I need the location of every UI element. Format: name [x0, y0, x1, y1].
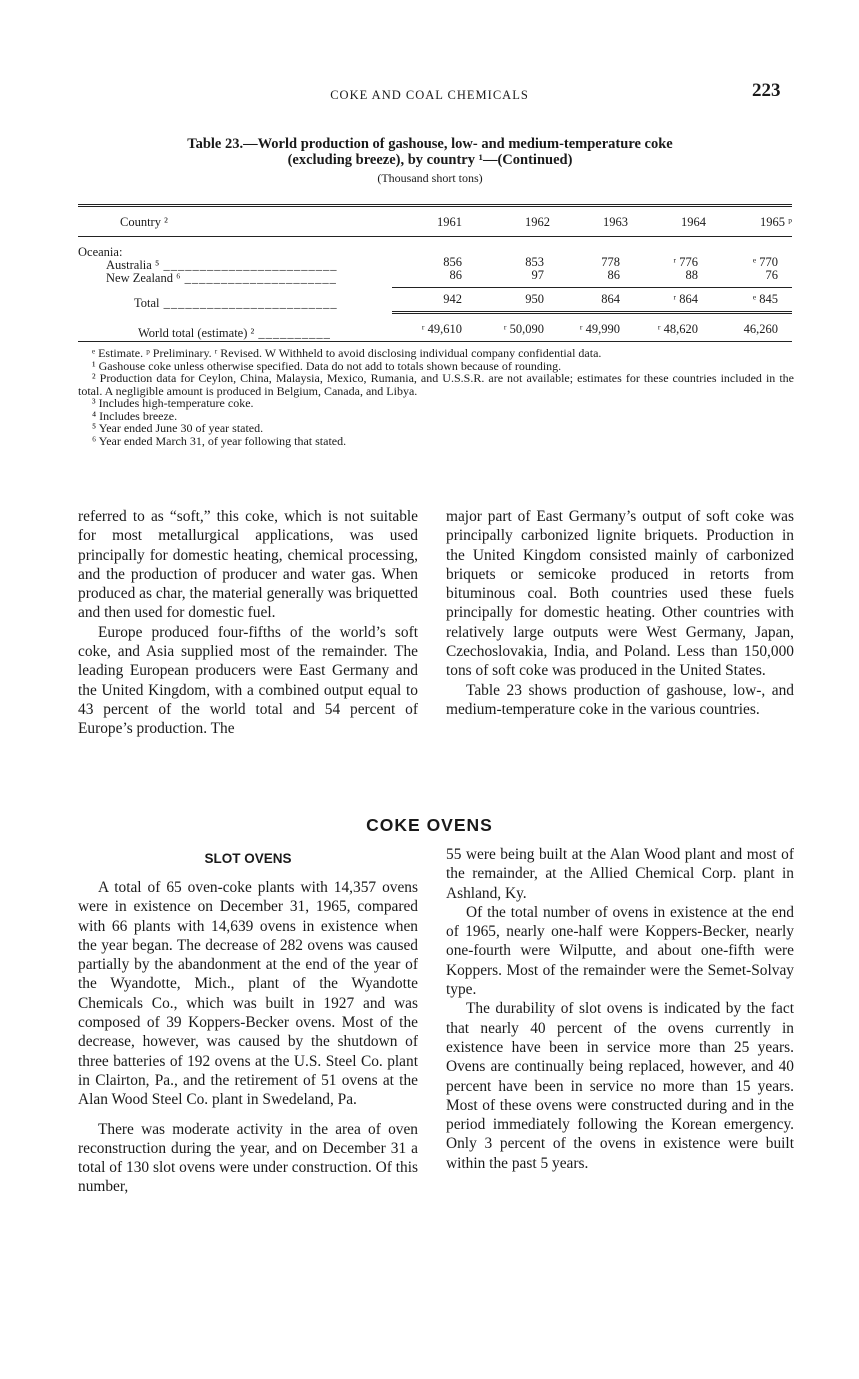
paragraph: Of the total number of ovens in existence at the end of 1965, nearly one-half were Koppers-Becker, nearly one-fourth were Wilputte, and about one-fifth were Koppers. Most of the remainder were the Semet-Solvay type. [446, 903, 794, 999]
table-cell: ʳ 48,620 [657, 322, 698, 336]
footnote-legend: ᵉ Estimate. ᵖ Preliminary. ʳ Revised. W Withheld to avoid disclosing individual company confidential data. [92, 346, 602, 360]
region-label: Oceania: [78, 245, 123, 259]
paragraph: major part of East Germany’s output of soft coke was principally carbonized lignite briquets. Production in the United Kingdom consisted mainly of carbonized briquets or semicoke produced in retorts from bituminous coal. Both countries used these fuels principally for domestic heating. Other countries with relatively large outputs were West Germany, Japan, Czechoslovakia, India, and Poland. Less than 150,000 tons of soft coke was produced in the United States. [446, 508, 794, 680]
section-column-left [78, 878, 418, 1197]
table-cell: 864 [601, 292, 620, 306]
table-row-label: Australia ⁵ ________________________ [106, 258, 338, 272]
subtotal-rule [392, 287, 792, 288]
table-title-line-2: (excluding breeze), by country ¹—(Continued) [287, 152, 573, 168]
table-cell: 86 [449, 268, 462, 282]
table-cell: 88 [685, 268, 698, 282]
paragraph: 55 were being built at the Alan Wood plant and most of the remainder, at the Allied Chemical Corp. plant in Ashland, Ky. [446, 846, 794, 902]
body-column-left [78, 507, 418, 739]
table-cell: 853 [525, 255, 544, 269]
footnote: ³ Includes high-temperature coke. [92, 396, 254, 410]
footnote: ¹ Gashouse coke unless otherwise specified. Data do not add to totals shown because of rounding. [92, 358, 562, 373]
column-header-year: 1963 [603, 215, 628, 229]
paragraph: Europe produced four-fifths of the world’s soft coke, and Asia supplied most of the remainder. The leading European producers were East Germany and the United Kingdom, with a combined output equal to 43 percent of the world total and 54 percent of Europe’s production. The [78, 623, 418, 738]
column-header-year: 1964 [681, 215, 706, 229]
table-cell: 942 [443, 292, 462, 306]
body-column-right [446, 507, 794, 719]
total-rule [392, 311, 792, 314]
table-cell: 856 [443, 255, 462, 269]
table-cell: ᵉ 845 [752, 292, 778, 306]
total-label: Total ________________________ [134, 296, 338, 310]
table-header-rule [78, 236, 792, 237]
footnote: ⁴ Includes breeze. [92, 408, 178, 423]
paragraph: referred to as “soft,” this coke, which is not suitable for most metallurgical applications, was used principally for domestic heating, chemical processing, and the production of producer and water gas. When produced as char, the material generally was briquetted and then used for domestic fuel. [78, 508, 418, 622]
paragraph: There was moderate activity in the area of oven reconstruction during the year, and on December 31 a total of 130 slot ovens were under construction. Of this number, [78, 1120, 418, 1196]
table-cell: 778 [601, 255, 620, 269]
paragraph: Table 23 shows production of gashouse, low-, and medium-temperature coke in the various countries. [446, 681, 794, 718]
table-cell: ʳ 50,090 [503, 322, 544, 336]
table-cell: ᵉ 770 [752, 255, 778, 269]
table-row-label: New Zealand ⁶ _____________________ [106, 271, 337, 285]
table-cell: 46,260 [743, 322, 778, 336]
column-header-year: 1961 [437, 215, 462, 229]
world-total-label: World total (estimate) ² __________ [138, 326, 331, 340]
footnote: ⁵ Year ended June 30 of year stated. [92, 421, 264, 435]
table-title [120, 136, 740, 168]
paragraph: A total of 65 oven-coke plants with 14,357 ovens were in existence on December 31, 1965, compared with 66 plants with 14,639 ovens in existence when the year began. The decrease of 282 ovens was caused partially by the abandonment at the end of the year of the Wyandotte, Mich., plant of the Wyandotte Chemicals Co., which was built in 1927 and was composed of 39 Koppers-Becker ovens. Most of the decrease, however, was caused by the shutdown of three batteries of 192 ovens at the U.S. Steel Co. plant in Clairton, Pa., and the retirement of 51 ovens at the Alan Wood Steel Co. plant in Swedeland, Pa. [78, 879, 418, 1109]
subsection-heading: SLOT OVENS [204, 851, 292, 866]
column-header-country: Country ² [120, 215, 168, 229]
section-column-right [446, 845, 794, 1173]
page-number: 223 [752, 80, 781, 101]
table-cell: ʳ 49,990 [579, 322, 620, 336]
table-title-line-1: Table 23.—World production of gashouse, low- and medium-temperature coke [187, 136, 673, 152]
paragraph: The durability of slot ovens is indicated by the fact that nearly 40 percent of the ovens currently in existence have been in service more than 25 years. Ovens are continually being replaced, however, and 40 percent have been in service no more than 15 years. Most of these ovens were constructed during and in the period immediately following the Korean emergency. Only 3 percent of the ovens in existence were built within the past 5 years. [446, 1000, 794, 1172]
table-cell: ʳ 49,610 [421, 322, 462, 336]
running-title: COKE AND COAL CHEMICALS [330, 88, 529, 102]
table-cell: ʳ 776 [673, 255, 698, 269]
table-cell: 950 [525, 292, 544, 306]
footnote: ² Production data for Ceylon, China, Malaysia, Mexico, Rumania, and U.S.S.R. are not available; estimates for these countries included in the total. A negligible amount is produced in Belgium, Canada, and Libya. [78, 371, 794, 398]
section-heading: COKE OVENS [366, 815, 493, 835]
column-header-year: 1962 [525, 215, 550, 229]
table-footnotes [78, 347, 794, 447]
column-header-year: 1965 ᵖ [759, 215, 792, 229]
table-unit: (Thousand short tons) [377, 171, 483, 185]
table-cell: 76 [765, 268, 778, 282]
table-cell: 86 [607, 268, 620, 282]
table-top-rule [78, 204, 792, 207]
footnote: ⁶ Year ended March 31, of year following that stated. [92, 433, 347, 448]
table-cell: 97 [531, 268, 544, 282]
table-bottom-rule [78, 341, 792, 342]
table-cell: ʳ 864 [673, 292, 698, 306]
